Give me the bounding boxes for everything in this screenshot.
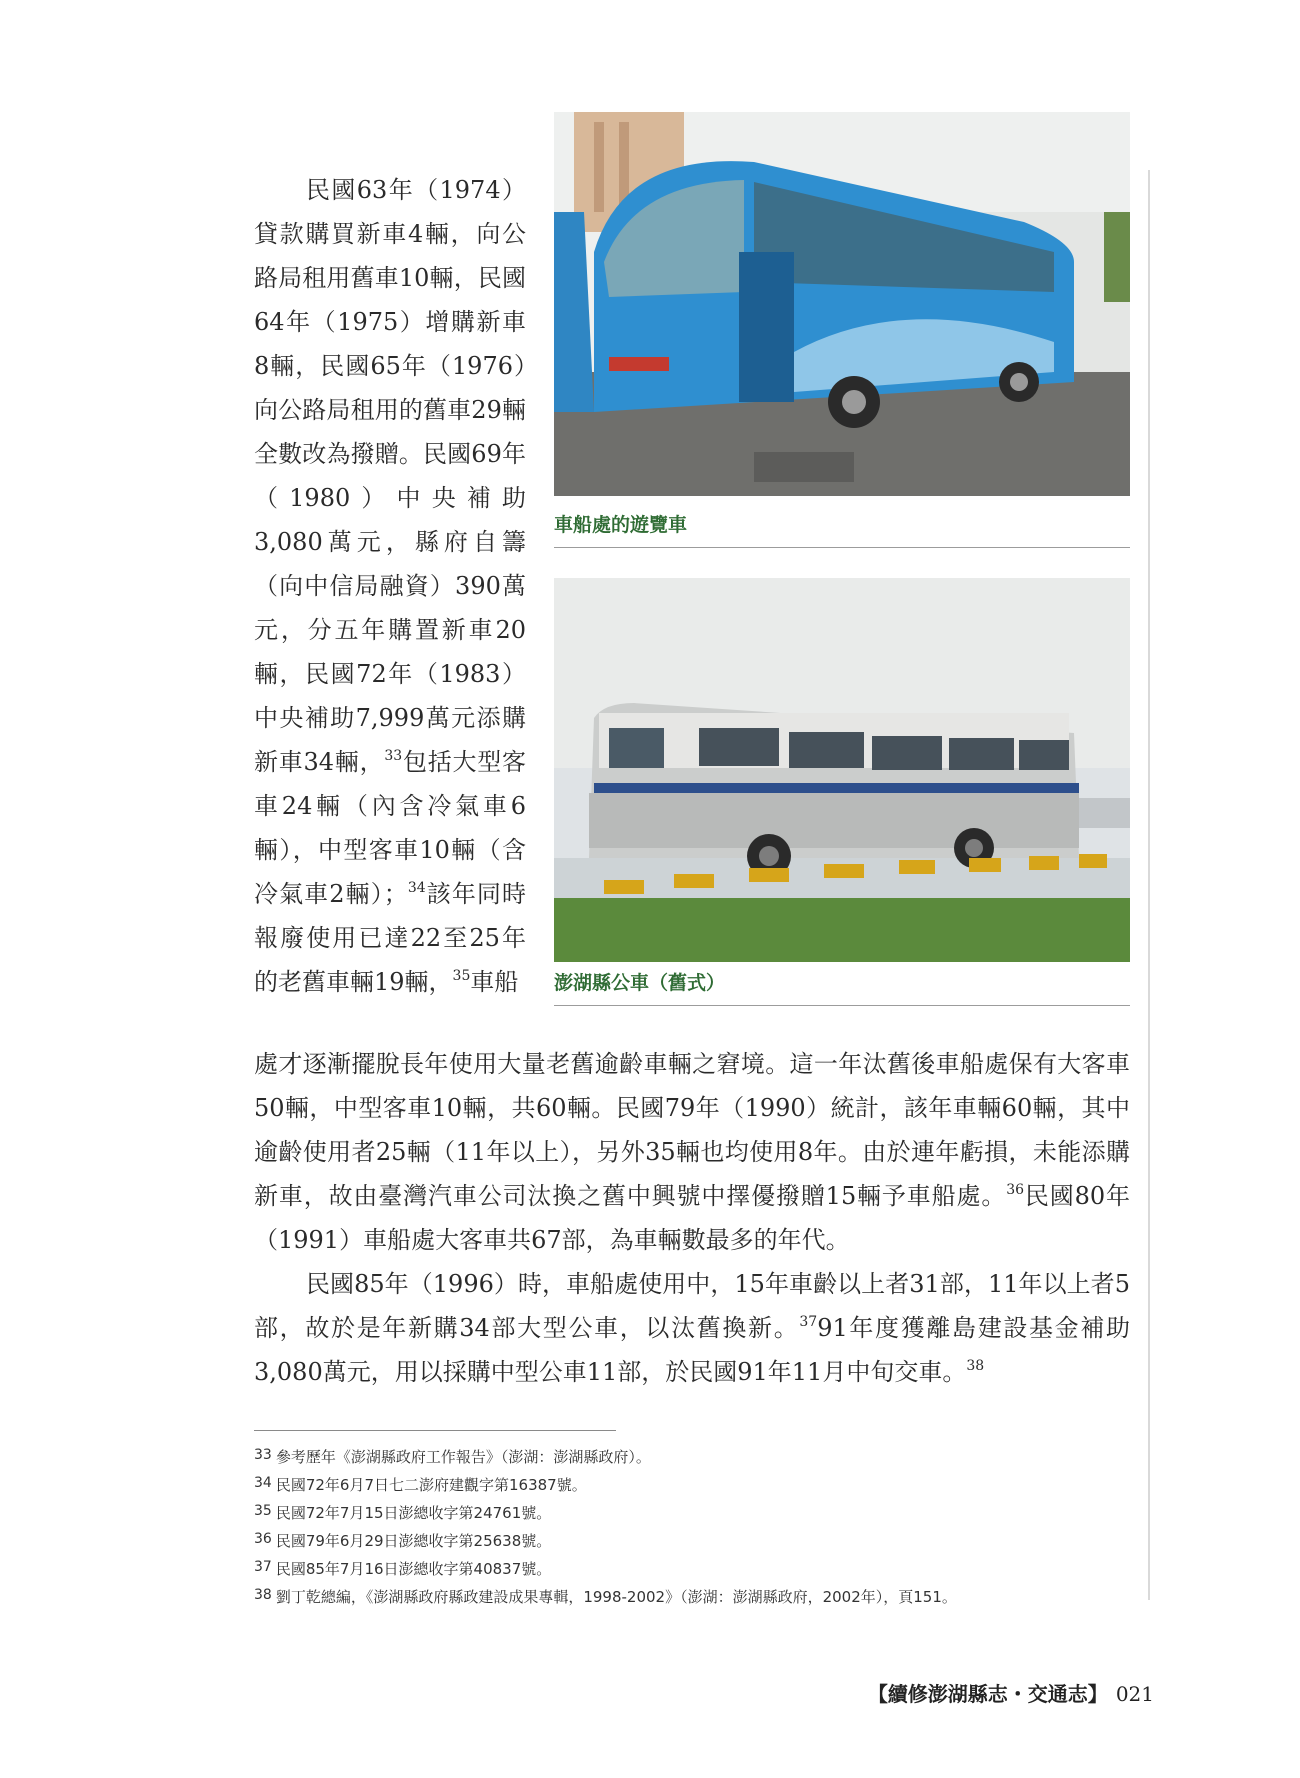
footnote-ref[interactable]: 36	[1006, 1182, 1025, 1198]
photo-caption: 澎湖縣公車（舊式）	[554, 968, 1130, 1006]
footnotes	[254, 1444, 1154, 1612]
footnote: 37 民國85年7月16日澎總收字第40837號。	[254, 1559, 552, 1578]
paragraph: 民國63年（1974）貸款購買新車4輛，向公路局租用舊車10輛，民國64年（1975）增購新車8輛，民國65年（1976）向公路局租用的舊車29輛全數改為撥贈。民國69年（1980）中央補助3,080萬元，縣府自籌（向中信局融資）390萬元，分五年購置新車20輛，民國72年（1983）中央補助7,999萬元添購新車34輛，$^{33}$包括大型客車24輛（內含冷氣車6輛），中型客車10輛（含冷氣車2輛）；$^{34}$該年同時報廢使用已達22至25年的老舊車輛19輛，$^{35}$車船	[254, 176, 526, 996]
footnote-ref[interactable]: 35	[452, 968, 471, 984]
body-text-wide	[254, 1042, 1130, 1394]
footnote-ref[interactable]: 38	[966, 1358, 985, 1374]
body-text-column	[254, 168, 526, 1004]
footnote: 34 民國72年6月7日七二澎府建觀字第16387號。	[254, 1475, 587, 1494]
tour-bus-photo	[554, 112, 1130, 496]
footnote: 33 參考歷年《澎湖縣政府工作報告》（澎湖：澎湖縣政府）。	[254, 1447, 651, 1466]
page-number: 021	[1115, 1682, 1154, 1706]
footnote: 38 劉丁乾總編，《澎湖縣政府縣政建設成果專輯，1998-2002》（澎湖：澎湖縣政府，2002年），頁151。	[254, 1587, 957, 1606]
book-title: 【續修澎湖縣志・交通志】	[867, 1682, 1108, 1706]
footnote: 36 民國79年6月29日澎總收字第25638號。	[254, 1531, 552, 1550]
footnote-ref[interactable]: 34	[407, 880, 426, 896]
footnote: 35 民國72年7月15日澎總收字第24761號。	[254, 1503, 552, 1522]
photo-caption: 車船處的遊覽車	[554, 510, 1130, 548]
paragraph: 民國85年（1996）時，車船處使用中，15年車齡以上者31部，11年以上者5部，故於是年新購34部大型公車，以汰舊換新。$^{37}$91年度獲離島建設基金補助3,080萬元，用以採購中型公車11部，於民國91年11月中旬交車。$^{38}$	[254, 1270, 1130, 1386]
footnote-ref[interactable]: 37	[799, 1314, 818, 1330]
footnote-divider	[254, 1430, 616, 1431]
paragraph: 處才逐漸擺脫長年使用大量老舊逾齡車輛之窘境。這一年汰舊後車船處保有大客車50輛，中型客車10輛，共60輛。民國79年（1990）統計，該年車輛60輛，其中逾齡使用者25輛（11年以上），另外35輛也均使用8年。由於連年虧損，未能添購新車，故由臺灣汽車公司汰換之舊中興號中擇優撥贈15輛予車船處。$^{36}$民國80年（1991）車船處大客車共67部，為車輛數最多的年代。	[254, 1050, 1130, 1254]
page-footer	[868, 1678, 1154, 1707]
footnote-ref[interactable]: 33	[384, 748, 403, 764]
margin-rule	[1148, 170, 1150, 1600]
old-city-bus-photo	[554, 578, 1130, 962]
